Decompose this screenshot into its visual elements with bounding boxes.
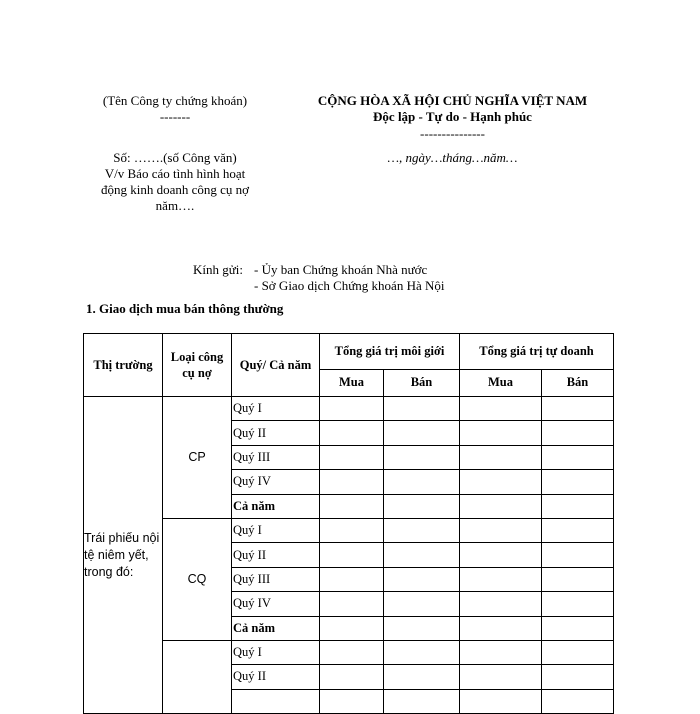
period-cell: Quý III [232,567,320,591]
date-line: …, ngày…tháng…năm… [387,150,518,165]
period-cell: Quý IV [232,592,320,616]
period-cell-full-year: Cả năm [232,616,320,640]
value-cell[interactable] [320,494,384,518]
period-cell: Quý II [232,543,320,567]
subject-line-1: V/v Báo cáo tình hình hoạt [104,166,246,181]
recipients-label: Kính gửi: [193,262,244,277]
value-cell[interactable] [384,616,460,640]
subject-line-3: năm…. [155,198,195,213]
period-cell: Quý I [232,640,320,664]
header-brokerage-total: Tổng giá trị môi giới [320,334,460,370]
period-cell: Quý III [232,445,320,469]
value-cell[interactable] [384,665,460,689]
value-cell[interactable] [542,616,614,640]
instrument-type-cell: CQ [163,518,232,640]
value-cell[interactable] [320,567,384,591]
value-cell[interactable] [384,640,460,664]
header-proprietary-sell: Bán [542,369,614,396]
national-motto: Độc lập - Tự do - Hạnh phúc [373,109,532,124]
document-number: Số: …….(số Công văn) [113,150,237,165]
header-market: Thị trường [84,334,163,397]
value-cell[interactable] [320,421,384,445]
value-cell[interactable] [460,518,542,542]
value-cell[interactable] [320,640,384,664]
value-cell[interactable] [542,665,614,689]
subject-line-2: động kinh doanh công cụ nợ [100,182,250,197]
company-name-placeholder: (Tên Công ty chứng khoán) [102,93,248,108]
motto-rule: --------------- [420,126,485,141]
value-cell[interactable] [320,592,384,616]
header-instrument-type: Loại công cụ nợ [163,334,232,397]
value-cell[interactable] [542,421,614,445]
period-cell: Quý II [232,665,320,689]
value-cell[interactable] [384,494,460,518]
period-cell: Quý I [232,518,320,542]
trading-report-table [83,333,614,714]
value-cell[interactable] [460,592,542,616]
value-cell[interactable] [460,640,542,664]
value-cell[interactable] [320,397,384,421]
value-cell[interactable] [542,592,614,616]
period-cell-full-year: Cả năm [232,494,320,518]
header-proprietary-buy: Mua [460,369,542,396]
header-proprietary-total: Tổng giá trị tự doanh [460,334,614,370]
value-cell[interactable] [460,543,542,567]
instrument-type-cell: CP [163,397,232,519]
period-cell [232,689,320,713]
period-cell: Quý II [232,421,320,445]
value-cell[interactable] [320,518,384,542]
value-cell[interactable] [542,543,614,567]
value-cell[interactable] [320,616,384,640]
value-cell[interactable] [542,640,614,664]
header-brokerage-buy: Mua [320,369,384,396]
value-cell[interactable] [320,543,384,567]
value-cell[interactable] [384,689,460,713]
value-cell[interactable] [542,494,614,518]
market-cell [84,397,163,714]
section-title: 1. Giao dịch mua bán thông thường [86,301,284,316]
value-cell[interactable] [542,567,614,591]
header-period: Quý/ Cả năm [232,334,320,397]
value-cell[interactable] [542,445,614,469]
value-cell[interactable] [384,567,460,591]
value-cell[interactable] [460,470,542,494]
value-cell[interactable] [320,689,384,713]
value-cell[interactable] [460,494,542,518]
value-cell[interactable] [384,518,460,542]
instrument-type-cell [163,640,232,713]
header-brokerage-sell: Bán [384,369,460,396]
value-cell[interactable] [460,421,542,445]
period-cell: Quý I [232,397,320,421]
value-cell[interactable] [542,518,614,542]
value-cell[interactable] [384,445,460,469]
value-cell[interactable] [542,689,614,713]
value-cell[interactable] [460,445,542,469]
value-cell[interactable] [460,397,542,421]
value-cell[interactable] [460,616,542,640]
recipient-ssc: - Ủy ban Chứng khoán Nhà nước [254,262,428,277]
value-cell[interactable] [384,592,460,616]
value-cell[interactable] [384,397,460,421]
value-cell[interactable] [542,470,614,494]
nation-title: CỘNG HÒA XÃ HỘI CHỦ NGHĨA VIỆT NAM [317,93,588,108]
company-rule: ------- [159,109,191,124]
market-label: Trái phiếu nội tệ niêm yết, trong đó: [84,530,160,579]
value-cell[interactable] [460,665,542,689]
recipient-hnx: - Sở Giao dịch Chứng khoán Hà Nội [254,278,445,293]
period-cell: Quý IV [232,470,320,494]
value-cell[interactable] [320,665,384,689]
value-cell[interactable] [320,470,384,494]
value-cell[interactable] [384,421,460,445]
value-cell[interactable] [320,445,384,469]
value-cell[interactable] [460,689,542,713]
value-cell[interactable] [384,543,460,567]
value-cell[interactable] [384,470,460,494]
value-cell[interactable] [460,567,542,591]
value-cell[interactable] [542,397,614,421]
